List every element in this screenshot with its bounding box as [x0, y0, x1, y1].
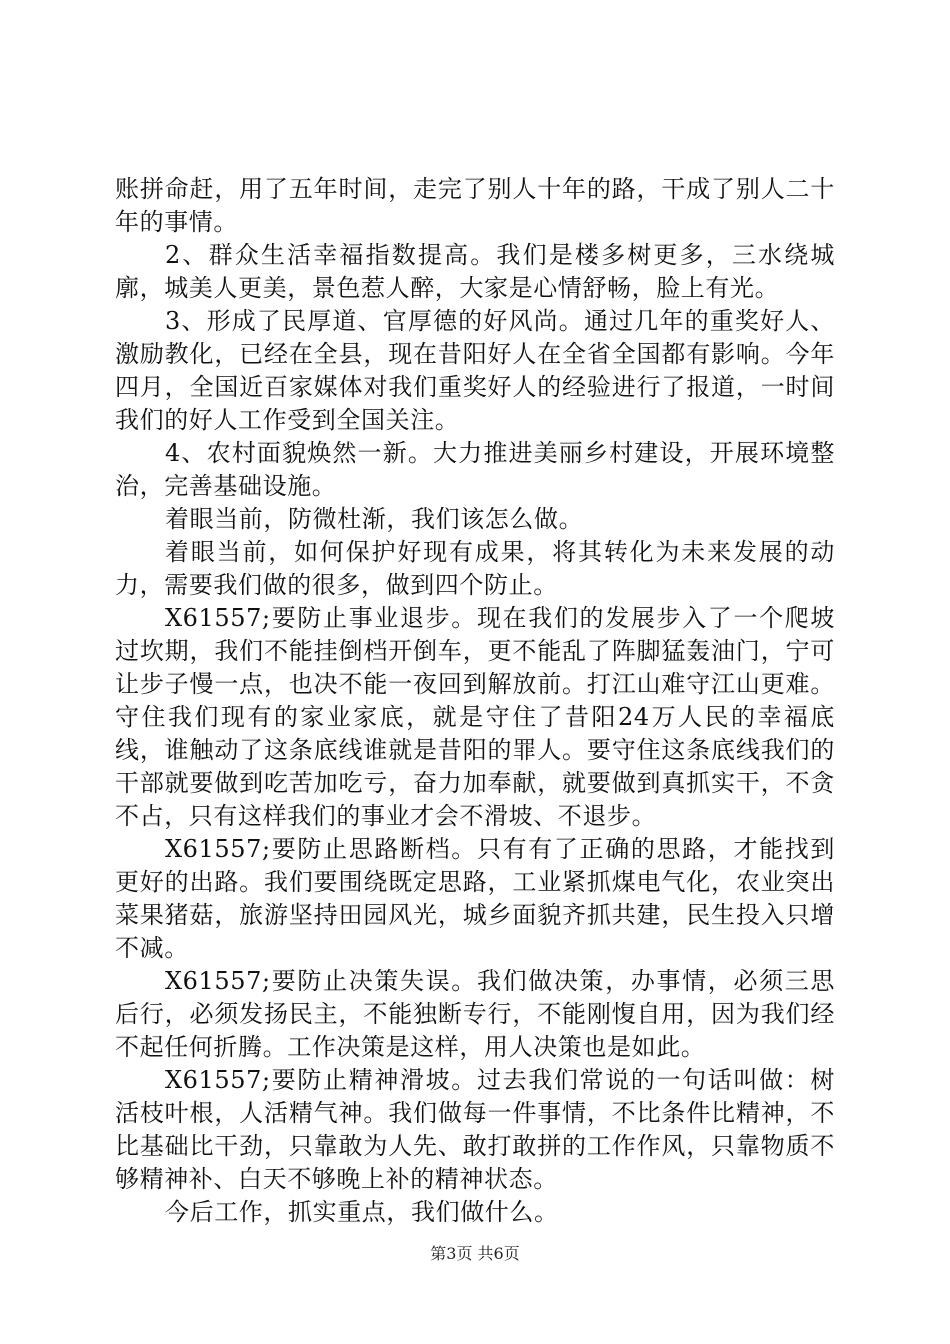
paragraph-prevent-regression: X61557;要防止事业退步。现在我们的发展步入了一个爬坡过坎期，我们不能挂倒档开倒车，更不能乱了阵脚猛轰油门，宁可让步子慢一点，也决不能一夜回到解放前。打江山难守江山更难。守住我们现有的家业家底，就是守住了昔阳24万人民的幸福底线，谁触动了这条底线谁就是昔阳的罪人。要守住这条底线我们的干部就要做到吃苦加吃亏，奋力加奉献，就要做到真抓实干，不贪不占，只有这样我们的事业才会不滑坡、不退步。	[115, 604, 835, 830]
paragraph-intro: 着眼当前，如何保护好现有成果，将其转化为未来发展的动力，需要我们做的很多，做到四个防止。	[115, 538, 835, 599]
paragraph-prevent-thinking-gap: X61557;要防止思路断档。只有有了正确的思路，才能找到更好的出路。我们要围绕既定思路，工业紧抓煤电气化，农业突出菜果猪菇，旅游坚持田园风光，城乡面貌齐抓共建，民生投入只增不减。	[115, 835, 835, 962]
document-body	[115, 173, 835, 1229]
paragraph-item-2: 2、群众生活幸福指数提高。我们是楼多树更多，三水绕城廓，城美人更美，景色惹人醉，大家是心情舒畅，脸上有光。	[115, 241, 835, 302]
section-heading-current: 着眼当前，防微杜渐，我们该怎么做。	[165, 505, 584, 533]
page-footer: 第3页 共6页	[430, 1244, 520, 1263]
paragraph-item-3: 3、形成了民厚道、官厚德的好风尚。通过几年的重奖好人、激励教化，已经在全县，现在昔阳好人在全省全国都有影响。今年四月，全国近百家媒体对我们重奖好人的经验进行了报道，一时间我们的好人工作受到全国关注。	[115, 307, 835, 434]
paragraph-prevent-decision-error: X61557;要防止决策失误。我们做决策，办事情，必须三思后行，必须发扬民主，不能独断专行，不能刚愎自用，因为我们经不起任何折腾。工作决策是这样，用人决策也是如此。	[115, 967, 835, 1061]
paragraph-item-4: 4、农村面貌焕然一新。大力推进美丽乡村建设，开展环境整治，完善基础设施。	[115, 439, 835, 500]
paragraph-prevent-spirit-decline: X61557;要防止精神滑坡。过去我们常说的一句话叫做：树活枝叶根，人活精气神。我们做每一件事情，不比条件比精神，不比基础比干劲，只靠敢为人先、敢打敢拼的工作作风，只靠物质不够精神补、白天不够晚上补的精神状态。	[115, 1066, 835, 1193]
paragraph-continuation: 账拼命赶，用了五年时间，走完了别人十年的路，干成了别人二十年的事情。	[115, 175, 835, 236]
section-heading-future: 今后工作，抓实重点，我们做什么。	[165, 1198, 559, 1226]
